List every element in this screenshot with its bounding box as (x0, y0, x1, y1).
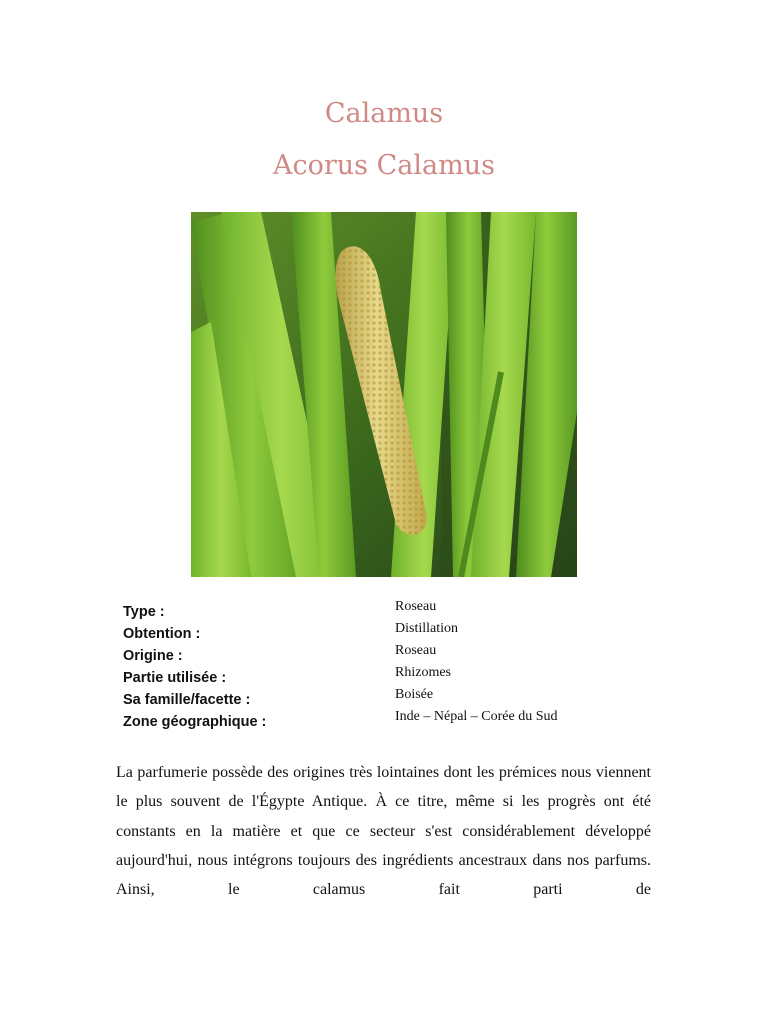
fact-value-origine: Roseau (395, 643, 437, 658)
fact-value-type: Roseau (395, 599, 437, 614)
fact-label-type: Type : (123, 604, 165, 620)
fact-value-famille: Boisée (395, 687, 434, 702)
plant-illustration (191, 212, 577, 577)
fact-value-obtention: Distillation (395, 621, 458, 636)
fact-label-famille: Sa famille/facette : (123, 692, 251, 708)
fact-value-zone: Inde – Népal – Corée du Sud (395, 709, 558, 724)
body-paragraph: La parfumerie possède des origines très lointaines dont les prémices nous viennent le plus souvent de l'Égypte Antique. À ce titre, même si les progrès ont été constants en la matière et que ce secteur s'est considérablement développé aujourd'hui, nous intégrons toujours des ingrédients ancestraux dans nos parfums. Ainsi, le calamus fait parti de (116, 764, 651, 899)
page-title: Calamus (324, 98, 444, 129)
fact-label-obtention: Obtention : (123, 626, 201, 642)
fact-value-partie: Rhizomes (395, 665, 451, 680)
fact-label-partie: Partie utilisée : (123, 670, 227, 686)
page-subtitle: Acorus Calamus (273, 150, 495, 181)
fact-label-zone: Zone géographique : (123, 714, 267, 730)
calamus-plant-photo (191, 212, 577, 577)
fact-label-origine: Origine : (123, 648, 183, 664)
